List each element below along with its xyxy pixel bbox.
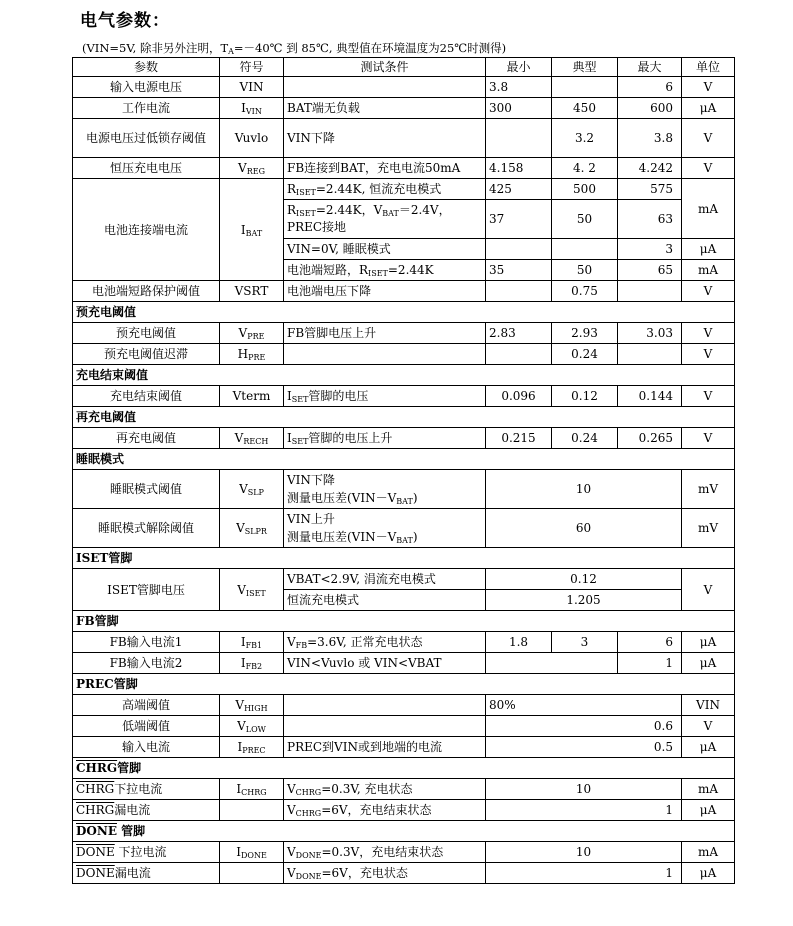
table-row: 电池连接端电流 $I_{BAT}$ $R_{ISET}=2.44K$, 恒流充电模式 425 500 575 mA: [73, 179, 735, 200]
table-row: 输入电源电压 VIN 3.8 6 V: [73, 77, 735, 98]
section-header: ISET管脚: [73, 548, 735, 569]
table-row: 睡眠模式解除阈值 $V_{SLPR}$ VIN上升 测量电压差$(VIN-V_{BAT})$ 60 mV: [73, 509, 735, 548]
table-row: 电源电压过低锁存阈值 Vuvlo VIN下降 3.2 3.8 V: [73, 119, 735, 158]
header-cell: 符号: [220, 58, 284, 77]
page-title: 电气参数：: [80, 11, 170, 31]
header-cell: 参数: [73, 58, 220, 77]
table-row: FB输入电流1 $I_{FB1}$ $V_{FB}=3.6V$, 正常充电状态 1.8 3 6 μA: [73, 632, 735, 653]
header-cell: 测试条件: [284, 58, 486, 77]
table-row: 电池端短路保护阈值 VSRT 电池端电压下降 0.75 V: [73, 281, 735, 302]
table-row: 恒流充电模式 1.205: [73, 590, 735, 611]
table-row: DONE漏电流 $V_{DONE}=6V$，充电状态 1 μA: [73, 863, 735, 884]
section-header: 再充电阈值: [73, 407, 735, 428]
header-cell: 典型: [552, 58, 618, 77]
section-header: DONE 管脚: [73, 821, 735, 842]
electrical-parameters-table: [72, 57, 735, 884]
table-row: 充电结束阈值 Vterm $I_{SET}$管脚的电压 0.096 0.12 0.144 V: [73, 386, 735, 407]
section-header: FB管脚: [73, 611, 735, 632]
section-header: CHRG管脚: [73, 758, 735, 779]
table-row: DONE 下拉电流 $I_{DONE}$ $V_{DONE}=0.3V$，充电结束状态 10 mA: [73, 842, 735, 863]
section-header: 睡眠模式: [73, 449, 735, 470]
table-row: 睡眠模式阈值 $V_{SLP}$ VIN下降 测量电压差$(VIN-V_{BAT})$ 10 mV: [73, 470, 735, 509]
table-row: 工作电流 $I_{VIN}$ BAT端无负载 300 450 600 μA: [73, 98, 735, 119]
table-row: 预充电阈值迟滞 $H_{PRE}$ 0.24 V: [73, 344, 735, 365]
section-header: 预充电阈值: [73, 302, 735, 323]
table-row: 电池端短路，$R_{ISET}=2.44K$ 35 50 65 mA: [73, 260, 735, 281]
table-row: VIN=0V, 睡眠模式 3 μA: [73, 239, 735, 260]
header-cell: 最大: [618, 58, 682, 77]
test-conditions: (VIN=5V, 除非另外注明，$T_A=-40℃$ 到 85℃, 典型值在环境温度为25℃时测得): [82, 41, 507, 56]
table-row: FB输入电流2 $I_{FB2}$ VIN<Vuvlo 或 VIN<VBAT 1 μA: [73, 653, 735, 674]
table-row: $R_{ISET}=2.44K$，$V_{BAT}=2.4V$， PREC接地 37 50 63: [73, 200, 735, 239]
table-row: 再充电阈值 $V_{RECH}$ $I_{SET}$管脚的电压上升 0.215 0.24 0.265 V: [73, 428, 735, 449]
table-row: 恒压充电电压 $V_{REG}$ FB连接到BAT，充电电流50mA 4.158 4. 2 4.242 V: [73, 158, 735, 179]
table-header: [73, 58, 735, 77]
table-row: CHRG漏电流 $V_{CHRG}=6V$，充电结束状态 1 μA: [73, 800, 735, 821]
header-cell: 最小: [486, 58, 552, 77]
table-row: 输入电流 $I_{PREC}$ PREC到VIN或到地端的电流 0.5 μA: [73, 737, 735, 758]
table-row: 高端阈值 $V_{HIGH}$ 80% VIN: [73, 695, 735, 716]
table-row: CHRG下拉电流 $I_{CHRG}$ $V_{CHRG}=0.3V$, 充电状态 10 mA: [73, 779, 735, 800]
section-header: PREC管脚: [73, 674, 735, 695]
header-cell: 单位: [682, 58, 735, 77]
table-row: 预充电阈值 $V_{PRE}$ FB管脚电压上升 2.83 2.93 3.03 V: [73, 323, 735, 344]
table-row: ISET管脚电压 $V_{ISET}$ VBAT<2.9V, 涓流充电模式 0.12 V: [73, 569, 735, 590]
table-row: 低端阈值 $V_{LOW}$ 0.6 V: [73, 716, 735, 737]
section-header: 充电结束阈值: [73, 365, 735, 386]
